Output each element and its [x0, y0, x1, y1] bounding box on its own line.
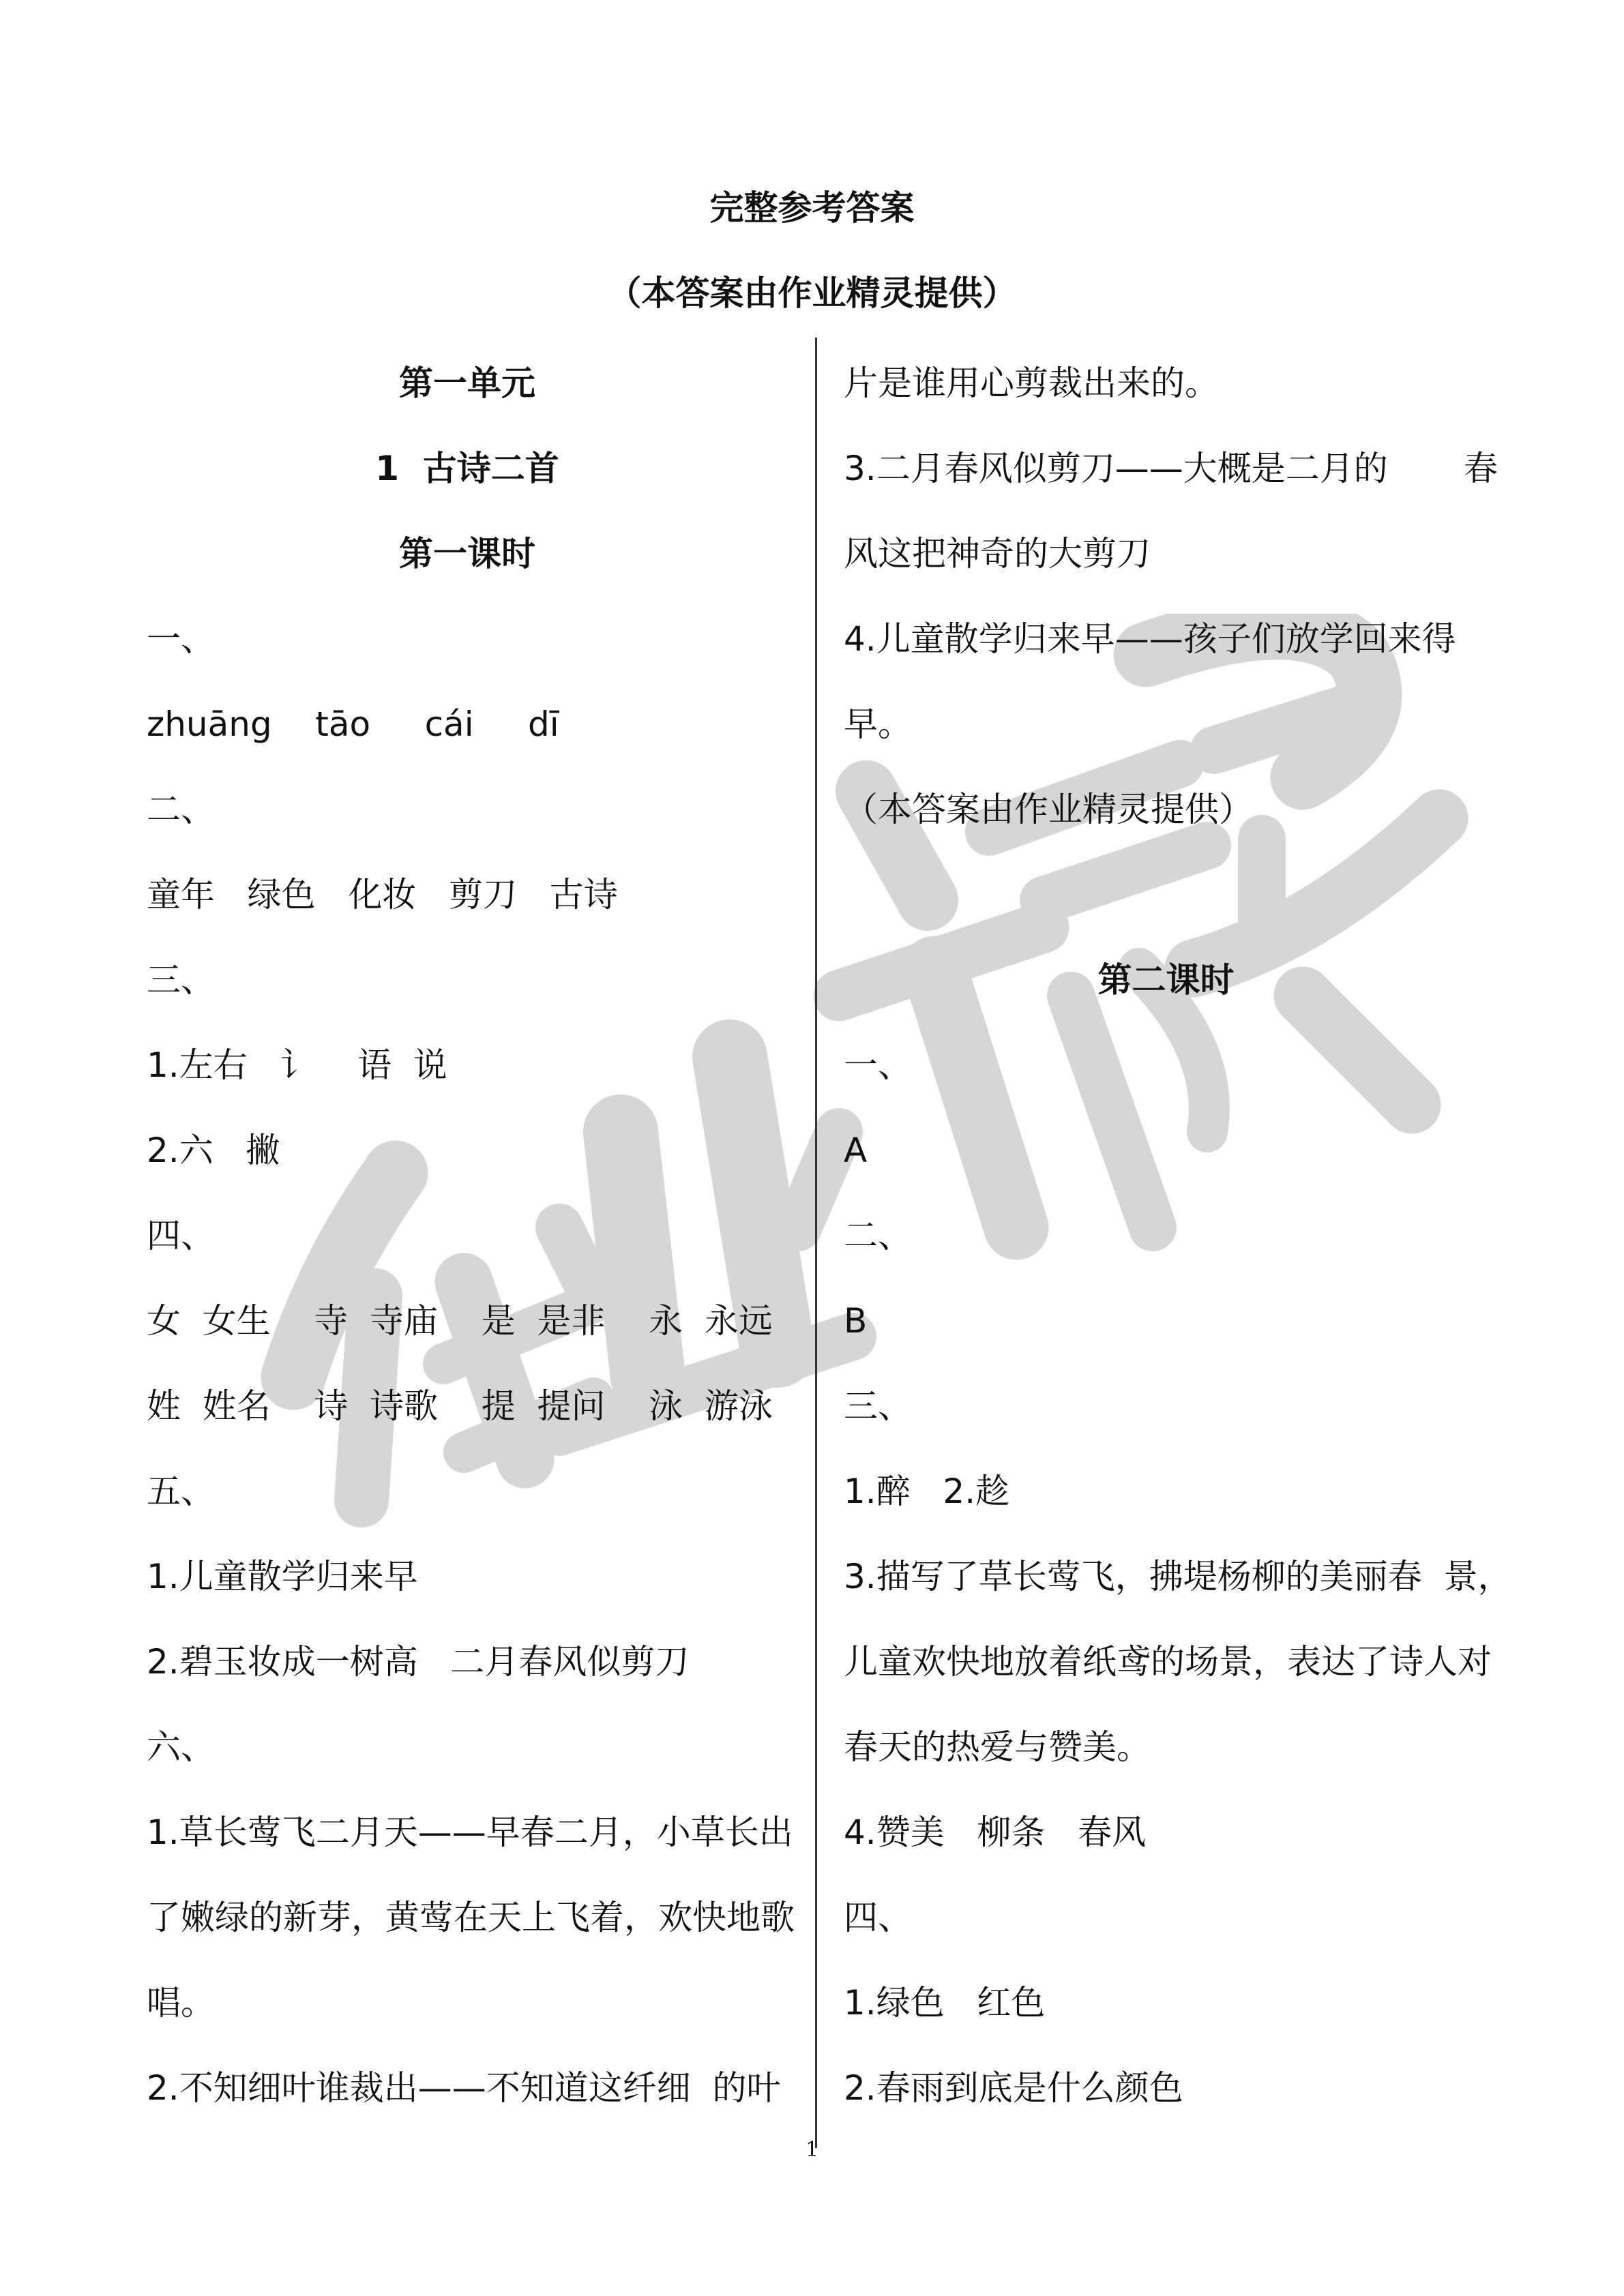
- section-label: 三、: [844, 1386, 912, 1426]
- answer-line: 4.赞美 柳条 春风: [844, 1813, 1147, 1852]
- answer-line: 2.六 撇: [147, 1131, 280, 1170]
- answer-line: 了嫩绿的新芽，黄莺在天上飞着，欢快地歌: [147, 1898, 795, 1937]
- answer-line: 1.草长莺飞二月天——早春二月，小草长出: [147, 1813, 793, 1852]
- answer-line: 早。: [844, 704, 912, 744]
- answer-line: 姓 姓名 诗 诗歌 提 提问 泳 游泳: [147, 1386, 773, 1426]
- answer-line: 1.儿童散学归来早: [147, 1557, 418, 1596]
- blank-line: [844, 866, 1488, 951]
- source-note: （本答案由作业精灵提供）: [844, 790, 1253, 829]
- answer-line: 女 女生 寺 寺庙 是 是非 永 永远: [147, 1301, 773, 1341]
- answer-line: 3.二月春风似剪刀——大概是二月的 春: [844, 449, 1498, 488]
- answer-line: 3.描写了草长莺飞，拂堤杨柳的美丽春 景，: [844, 1557, 1512, 1596]
- page-number: 1: [805, 2138, 819, 2162]
- left-column: [147, 355, 795, 2145]
- right-column: [844, 355, 1512, 2145]
- answer-line: 风这把神奇的大剪刀: [844, 534, 1151, 573]
- answer-line: 1.绿色 红色: [844, 1983, 1046, 2023]
- answer-line: 唱。: [147, 1983, 215, 2023]
- document-subtitle: （本答案由作业精灵提供）: [607, 273, 1017, 313]
- section-label: 三、: [147, 960, 215, 1000]
- section-label: 四、: [844, 1898, 912, 1937]
- section-label: 四、: [147, 1216, 215, 1255]
- period-heading: 第二课时: [1097, 960, 1235, 1000]
- answer-line: 4.儿童散学归来早——孩子们放学回来得: [844, 619, 1456, 659]
- answer-line: 2.不知细叶谁裁出——不知道这纤细 的叶: [147, 2068, 781, 2108]
- section-label: 一、: [147, 619, 215, 659]
- section-label: 五、: [147, 1472, 215, 1511]
- answer-line: 童年 绿色 化妆 剪刀 古诗: [147, 875, 618, 914]
- section-label: 二、: [147, 790, 215, 829]
- section-label: 一、: [844, 1045, 912, 1085]
- answer-line: 1.左右 讠 语 说: [147, 1045, 447, 1085]
- column-divider: [815, 338, 817, 2148]
- answer-line: 2.碧玉妆成一树高 二月春风似剪刀: [147, 1642, 690, 1682]
- period-heading: 第一课时: [399, 534, 535, 573]
- answer-line: 2.春雨到底是什么颜色: [844, 2068, 1183, 2108]
- answer-line: 片是谁用心剪裁出来的。: [844, 363, 1219, 403]
- document-title: 完整参考答案: [709, 188, 915, 228]
- answer-line: 1.醉 2.趁: [844, 1472, 1010, 1511]
- answer-line: A: [844, 1131, 868, 1170]
- answer-line: 儿童欢快地放着纸鸢的场景，表达了诗人对: [844, 1642, 1492, 1682]
- answer-line: 春天的热爱与赞美。: [844, 1727, 1151, 1767]
- section-label: 二、: [844, 1216, 912, 1255]
- answer-line: B: [844, 1301, 868, 1341]
- section-label: 六、: [147, 1727, 215, 1767]
- unit-heading: 第一单元: [399, 363, 535, 403]
- lesson-heading: 1 古诗二首: [375, 449, 559, 488]
- answer-line: zhuāng tāo cái dī: [147, 704, 559, 744]
